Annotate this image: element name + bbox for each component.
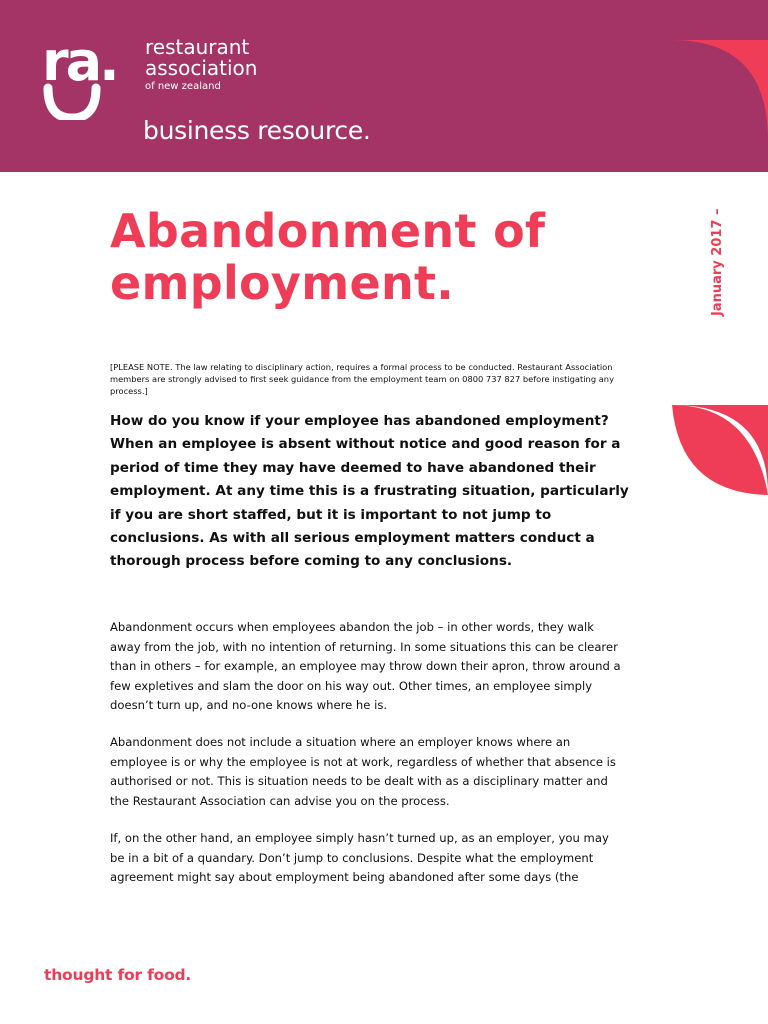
header-arc-decoration [672,0,768,172]
body-paragraph-1: Abandonment occurs when employees abandon the job – in other words, they walk away from the job, with no intention of returning. In some situations this can be clearer than in others – for example, an employee may throw down their apron, throw around a few expletives and slam the door on his way out. Other times, an employee simply doesn’t turn up, and no-one knows where he is. [110,620,621,712]
ra-logo [42,38,132,120]
header-banner [0,0,768,172]
document-title [110,205,545,309]
document-title-line2: employment. [110,256,455,310]
document-date: January 2017 – [710,208,725,316]
side-arc-decoration [672,405,768,495]
body-paragraph-2: Abandonment does not include a situation where an employer knows where an employee is or why the employee is not at work, regardless of whether that absence is authorised or not. This is situation needs to be dealt with as a disciplinary matter and the Restaurant Association can advise you on the process. [110,735,616,808]
org-name-line1: restaurant [145,35,250,59]
org-name-line2: association [145,56,258,80]
org-subtitle: of new zealand [145,81,221,92]
legal-note: [PLEASE NOTE. The law relating to disciplinary action, requires a formal process to be conducted. Restaurant Association members are strongly advised to first seek guidance from the employment team on 0800 737 827 before instigating any process.] [110,362,614,396]
header-title: business resource. [143,116,371,145]
org-name [145,37,257,79]
logo-letters: ra. [42,38,117,93]
lead-paragraph: How do you know if your employee has abandoned employment? When an employee is absent without notice and good reason for a period of time they may have deemed to have abandoned their employment. At any time this is a frustrating situation, particularly if you are short staffed, but it is important to not jump to conclusions. As with all serious employment matters conduct a thorough process before coming to any conclusions. [110,413,629,570]
document-title-line1: Abandonment of [110,204,546,258]
body-paragraph-3: If, on the other hand, an employee simply hasn’t turned up, as an employer, you may be in a bit of a quandary. Don’t jump to conclusions. Despite what the employment agreement might say about employment being abandoned after some days (the [110,831,609,884]
footer-tagline: thought for food. [44,966,192,984]
